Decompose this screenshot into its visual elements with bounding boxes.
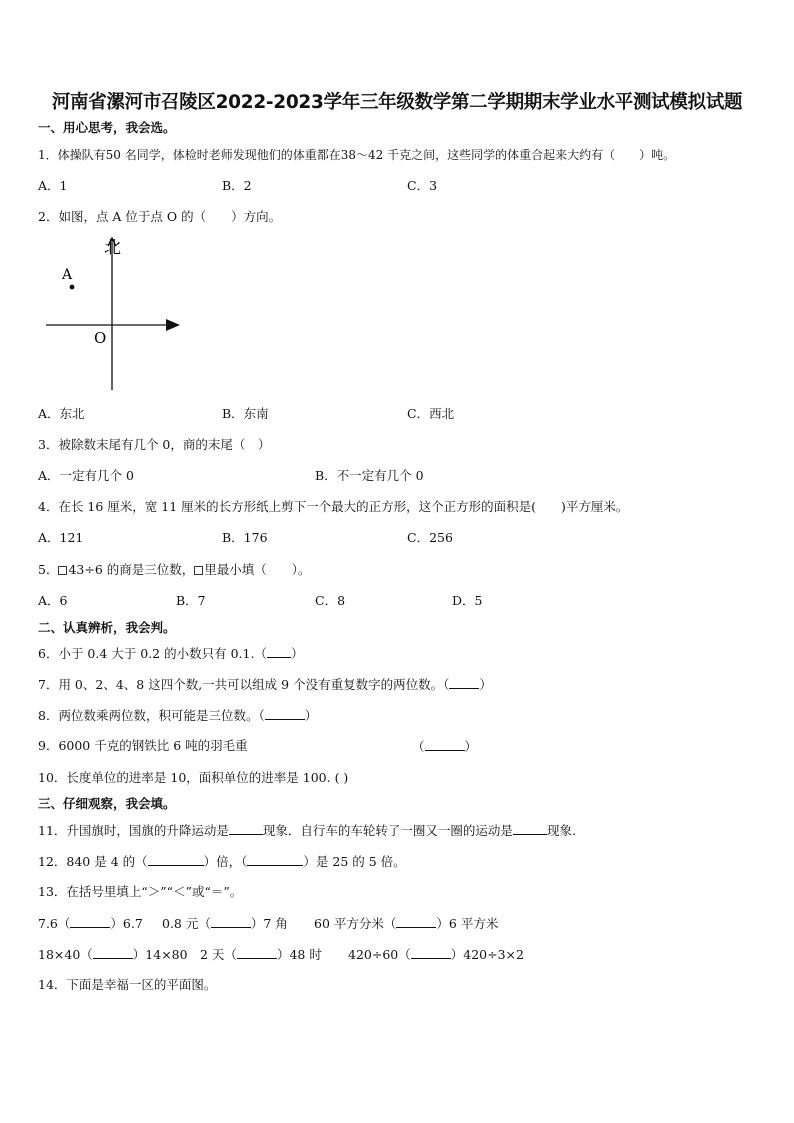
q2-option-b: B．东南 [222, 406, 269, 421]
question-1: 1．体操队有50 名同学，体检时老师发现他们的体重都在38～42 千克之间，这些同学的体重合起来大约有（ ）吨。 [38, 148, 676, 162]
question-5 [38, 562, 311, 578]
q13-item-5-right: ）48 时 [276, 947, 322, 962]
q13-item-6-right: ）420÷3×2 [450, 947, 524, 962]
q12-part-1: 12．840 是 4 的（ [38, 854, 148, 869]
q3-option-a: A．一定有几个 0 [38, 468, 134, 483]
answer-blank [396, 915, 436, 928]
section-heading-2: 二、认真辨析，我会判。 [38, 620, 176, 635]
q13-item-4-right: ）14×80 [132, 947, 188, 962]
q5-option-a: A．6 [38, 593, 68, 608]
q13-item-1 [38, 915, 143, 932]
q9-answer-paren [412, 738, 477, 755]
q12-part-2: ）倍，（ [203, 854, 248, 869]
point-o-label: O [94, 329, 107, 347]
north-label: 北 [104, 238, 121, 258]
question-8 [38, 707, 317, 724]
q2-option-a: A．东北 [38, 406, 85, 421]
q11-part-2: 现象．自行车的车轮转了一圈又一圈的运动是 [262, 823, 513, 838]
question-7 [38, 676, 492, 693]
q13-item-3-left: 60 平方分米（ [314, 916, 397, 931]
q13-item-3-right: ）6 平方米 [436, 916, 499, 931]
q12-part-3: ）是 25 的 5 倍。 [303, 854, 406, 869]
q1-option-a: A．1 [38, 178, 68, 193]
direction-diagram [38, 232, 188, 398]
answer-blank [229, 822, 263, 835]
q2-option-c: C．西北 [407, 406, 455, 421]
q11-part-1: 11．升国旗时，国旗的升降运动是 [38, 823, 229, 838]
answer-blank [70, 915, 110, 928]
q4-option-a: A．121 [38, 530, 84, 545]
direction-diagram-svg [38, 232, 188, 398]
q13-item-1-right: ）6.7 [110, 916, 143, 931]
q8-text: 8．两位数乘两位数，积可能是三位数。（ [38, 708, 265, 723]
page-title: 河南省漯河市召陵区2022-2023学年三年级数学第二学期期末学业水平测试模拟试题 [51, 92, 743, 113]
q6-tail: ） [290, 646, 304, 661]
answer-blank [267, 645, 291, 658]
q13-item-6-left: 420÷60（ [348, 947, 411, 962]
blank-square-icon [58, 566, 67, 575]
answer-blank [247, 853, 303, 866]
q13-item-1-left: 7.6（ [38, 916, 71, 931]
q7-tail: ） [479, 677, 492, 692]
q1-option-b: B．2 [222, 178, 252, 193]
q6-text: 6．小于 0.4 大于 0.2 的小数只有 0.1.（ [38, 646, 267, 661]
question-4: 4．在长 16 厘米，宽 11 厘米的长方形纸上剪下一个最大的正方形，这个正方形的面积是( )平方厘米。 [38, 499, 629, 514]
q7-text: 7．用 0、2、4、8 这四个数,一共可以组成 9 个没有重复数字的两位数。（ [38, 677, 450, 692]
answer-blank [449, 676, 479, 689]
q5-text-post: 里最小填（ ）。 [204, 562, 311, 577]
question-12 [38, 853, 406, 870]
question-11 [38, 822, 576, 839]
q5-text-mid: 43÷6 的商是三位数， [68, 562, 195, 577]
q5-option-d: D．5 [452, 593, 483, 608]
answer-blank [237, 946, 277, 959]
q4-option-c: C．256 [407, 530, 453, 545]
answer-blank [265, 707, 305, 720]
answer-blank [93, 946, 133, 959]
q5-option-c: C．8 [315, 593, 346, 608]
q4-option-b: B．176 [222, 530, 268, 545]
q13-item-2 [162, 915, 288, 932]
q5-number: 5． [38, 562, 59, 577]
q8-tail: ） [304, 708, 318, 723]
question-13: 13．在括号里填上“＞”“＜”或“＝”。 [38, 884, 243, 899]
q3-option-b: B．不一定有几个 0 [315, 468, 424, 483]
q13-item-2-left: 0.8 元（ [162, 916, 211, 931]
point-a-label: A [62, 267, 73, 283]
answer-blank [148, 853, 204, 866]
q13-item-6 [348, 946, 524, 963]
question-14: 14．下面是幸福一区的平面图。 [38, 977, 217, 992]
q13-item-4-left: 18×40（ [38, 947, 93, 962]
answer-blank [513, 822, 547, 835]
q11-part-3: 现象. [546, 823, 576, 838]
question-10: 10．长度单位的进率是 10，面积单位的进率是 100. ( ) [38, 770, 349, 785]
question-2: 2．如图，点 A 位于点 O 的（ ）方向。 [38, 209, 282, 224]
q9-tail: ） [464, 739, 478, 754]
q13-item-5-left: 2 天（ [200, 947, 237, 962]
section-heading-3: 三、仔细观察，我会填。 [38, 796, 176, 811]
question-9: 9．6000 千克的钢铁比 6 吨的羽毛重 [38, 738, 248, 753]
section-heading-1: 一、用心思考，我会选。 [38, 120, 176, 135]
q9-paren-open: （ [412, 739, 425, 754]
question-6 [38, 645, 303, 662]
q13-item-2-right: ）7 角 [250, 916, 288, 931]
blank-square-icon [194, 566, 203, 575]
q13-item-4 [38, 946, 188, 963]
q5-option-b: B．7 [176, 593, 206, 608]
q13-item-3 [314, 915, 498, 932]
question-3: 3．被除数末尾有几个 0，商的末尾（ ） [38, 437, 271, 452]
answer-blank [211, 915, 251, 928]
answer-blank [411, 946, 451, 959]
answer-blank [425, 738, 465, 751]
q1-option-c: C．3 [407, 178, 438, 193]
q13-item-5 [200, 946, 322, 963]
